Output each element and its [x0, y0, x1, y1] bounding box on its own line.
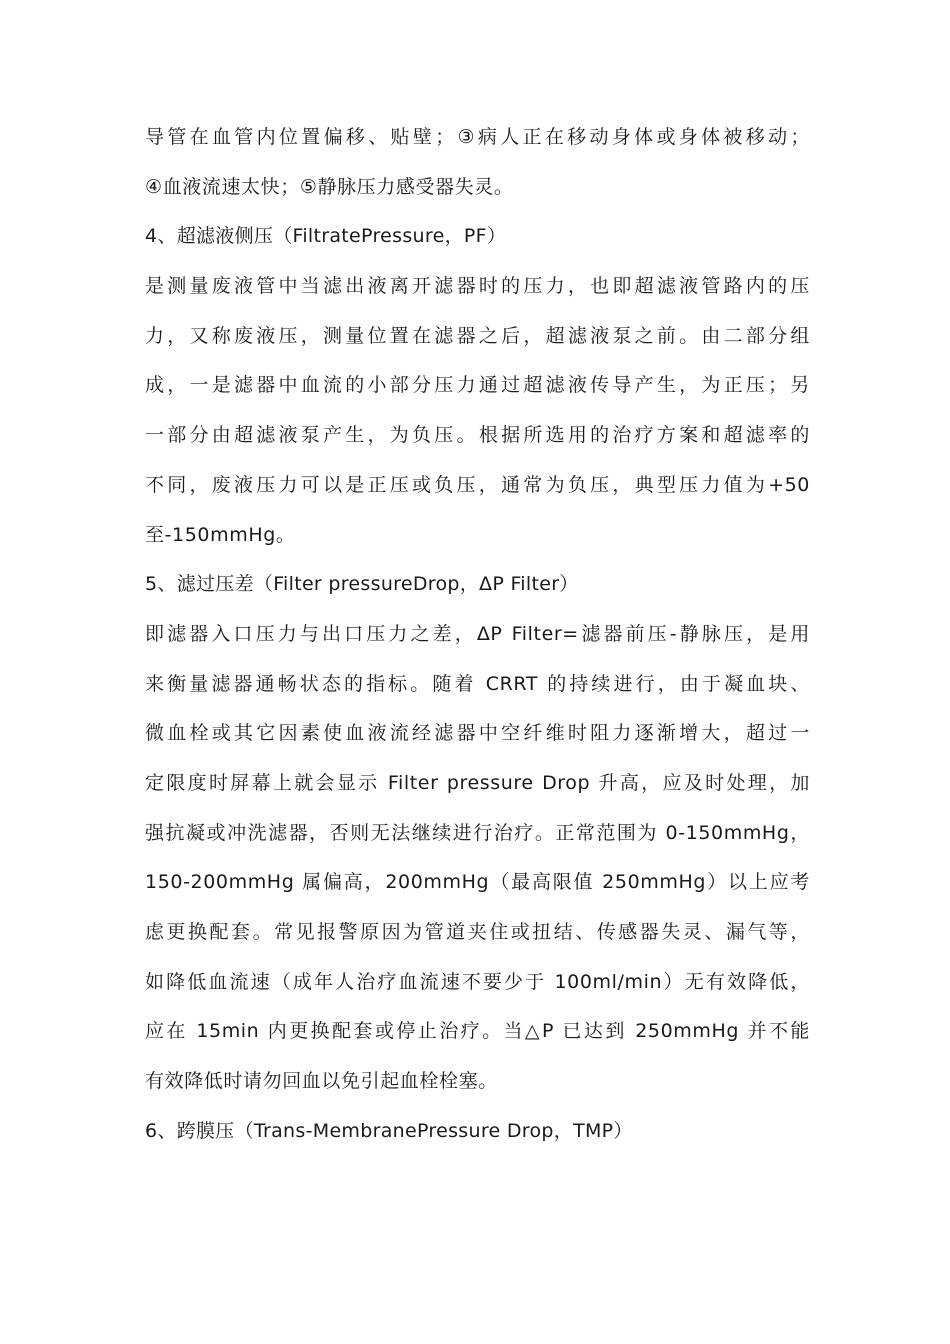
text-line: 导管在血管内位置偏移、贴壁；③病人正在移动身体或身体被移动；: [145, 126, 810, 148]
text-line: 即滤器入口压力与出口压力之差，ΔP Filter=滤器前压-静脉压，是用: [145, 622, 810, 645]
text-line: 至-150mmHg。: [145, 523, 296, 546]
text-line: 一部分由超滤液泵产生，为负压。根据所选用的治疗方案和超滤率的: [145, 424, 810, 447]
text-line: 微血栓或其它因素使血液流经滤器中空纤维时阻力逐渐增大，超过一: [145, 722, 810, 745]
text-line: 定限度时屏幕上就会显示 Filter pressure Drop 升高，应及时处理，加: [145, 771, 810, 794]
text-line: 力，又称废液压，测量位置在滤器之后，超滤液泵之前。由二部分组: [145, 324, 810, 347]
text-line: ④血液流速太快；⑤静脉压力感受器失灵。: [145, 175, 514, 198]
text-line: 来衡量滤器通畅状态的指标。随着 CRRT 的持续进行，由于凝血块、: [145, 672, 810, 695]
text-line: 有效降低时请勿回血以免引起血栓栓塞。: [145, 1070, 498, 1093]
text-line: 150-200mmHg 属偏高，200mmHg（最高限值 250mmHg）以上应考: [145, 871, 810, 894]
text-line: 是测量废液管中当滤出液离开滤器时的压力，也即超滤液管路内的压: [145, 275, 810, 298]
text-line: 虑更换配套。常见报警原因为管道夹住或扭结、传感器失灵、漏气等，: [145, 921, 810, 943]
text-line: 如降低血流速（成年人治疗血流速不要少于 100ml/min）无有效降低，: [145, 970, 810, 993]
text-line: 不同，废液压力可以是正压或负压，通常为负压，典型压力值为+50: [145, 473, 810, 496]
section-heading-5: 5、滤过压差（Filter pressureDrop，ΔP Filter）: [145, 573, 579, 596]
section-heading-4: 4、超滤液侧压（FiltratePressure，PF）: [145, 225, 507, 248]
text-line: 强抗凝或冲洗滤器，否则无法继续进行治疗。正常范围为 0-150mmHg，: [145, 821, 810, 844]
text-line: 成，一是滤器中血流的小部分压力通过超滤液传导产生，为正压；另: [145, 374, 810, 397]
section-heading-6: 6、跨膜压（Trans-MembranePressure Drop，TMP）: [145, 1119, 633, 1142]
document-body: [145, 113, 810, 1156]
text-line: 应在 15min 内更换配套或停止治疗。当△P 已达到 250mmHg 并不能: [145, 1020, 810, 1043]
